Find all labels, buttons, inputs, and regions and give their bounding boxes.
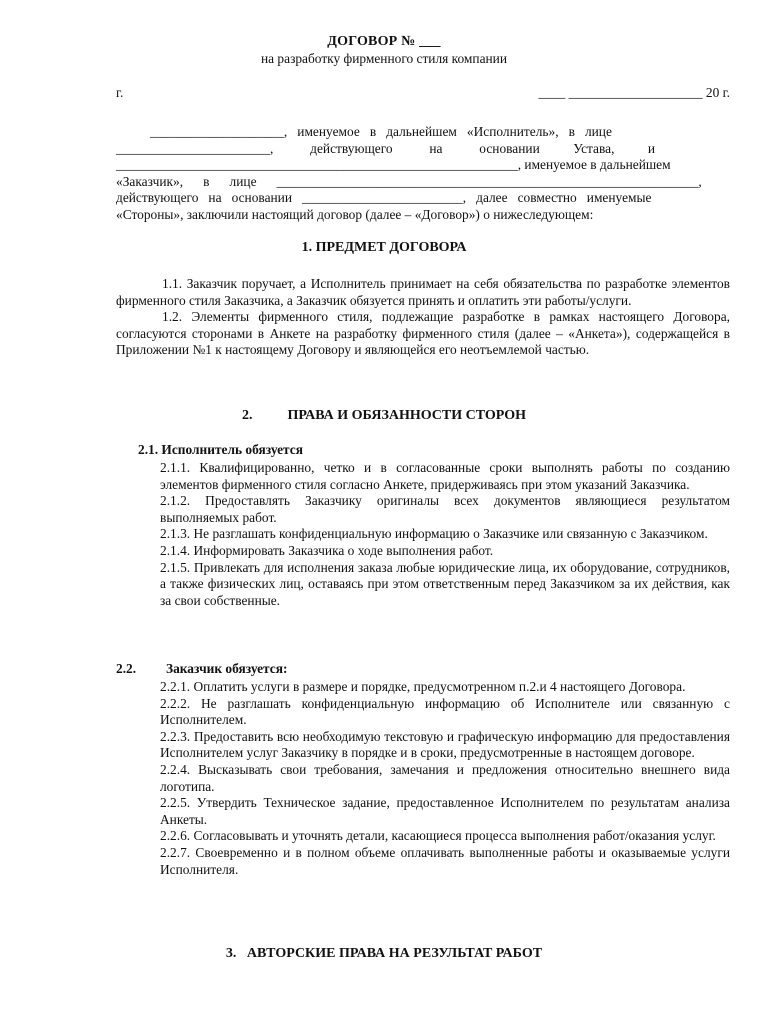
section-2-1-list [160,460,730,609]
section-2-heading: 2. ПРАВА И ОБЯЗАННОСТИ СТОРОН [241,408,527,423]
date-field: ____ ____________________ 20 г. [538,85,730,100]
list-item: 2.1.5. Привлекать для исполнения заказа любые юридические лица, их оборудование, сотрудников, а также физических лиц, оставаясь при этом ответственным перед Заказчиком за их действия, как за свои собственные. [160,559,730,608]
preamble-line: «Заказчик», в лице _______________________________________________________________, [116,173,702,189]
list-item: 2.2.7. Своевременно и в полном объеме оплачивать выполненные работы и оказываемые услуги Исполнителя. [160,844,730,877]
paragraph: 1.2. Элементы фирменного стиля, подлежащие разработке в рамках настоящего Договора, согласуются сторонами в Анкете на разработку фирменного стиля (далее – «Анкета»), содержащейся в Приложении №1 к настоящему Договору и являющейся его неотъемлемой частью. [116,309,730,358]
contract-subtitle: на разработку фирменного стиля компании [260,51,508,66]
list-item: 2.1.4. Информировать Заказчика о ходе выполнения работ. [160,542,494,558]
subsection-2-2-heading: Заказчик обязуется: [166,661,288,676]
section-1-body [116,276,730,359]
preamble [116,124,730,224]
section-2-2-list [160,679,730,878]
list-item: 2.2.1. Оплатить услуги в размере и порядке, предусмотренном п.2.и 4 настоящего Договора. [160,679,686,694]
preamble-line: действующего на основании ________________________, далее совместно именуемые [116,190,652,206]
list-item: 2.1.2. Предоставлять Заказчику оригиналы всех документов являющиеся результатом выполняемых работ. [160,493,730,525]
list-item: 2.1.1. Квалифицированно, четко и в согласованные сроки выполнять работы по созданию элементов фирменного стиля согласно Анкете, придерживаясь при этом указаний Заказчика. [160,460,730,492]
contract-title: ДОГОВОР № ___ [327,34,441,49]
subsection-2-2-number: 2.2. [116,661,137,676]
preamble-line: ____________________, именуемое в дальнейшем «Исполнитель», в лице [150,124,612,139]
list-item: 2.2.3. Предоставить всю необходимую текстовую и графическую информацию для предоставления Исполнителем услуг Заказчику в порядке и в сроки, предусмотренные в настоящем договоре. [160,728,730,761]
list-item: 2.1.3. Не разглашать конфиденциальную информацию о Заказчике или связанную с Заказчиком. [160,526,708,542]
list-item: 2.2.6. Согласовывать и уточнять детали, касающиеся процесса выполнения работ/оказания услуг. [160,828,716,844]
subsection-2-1-heading: 2.1. Исполнитель обязуется [138,442,303,457]
list-item: 2.2.4. Высказывать свои требования, замечания и предложения относительно внешнего вида логотипа. [160,761,730,794]
section-1-heading: 1. ПРЕДМЕТ ДОГОВОРА [301,240,467,255]
section-3-heading: 3. АВТОРСКИЕ ПРАВА НА РЕЗУЛЬТАТ РАБОТ [225,946,543,961]
preamble-line: ____________________________________________________________, именуемое в дальнейшем [116,157,671,173]
paragraph: 1.1. Заказчик поручает, а Исполнитель принимает на себя обязательства по разработке элементов фирменного стиля Заказчика, а Заказчик обязуется принять и оплатить эти работы/услуги. [116,276,730,308]
preamble-line: _______________________, действующего на основании Устава, и [116,140,656,156]
list-item: 2.2.5. Утвердить Техническое задание, предоставленное Исполнителем по результатам анализа Анкеты. [160,795,730,827]
preamble-line: «Стороны», заключили настоящий договор (далее – «Договор») о нижеследующем: [116,206,594,222]
list-item: 2.2.2. Не разглашать конфиденциальную информацию об Исполнителе или связанную с Исполнителем. [160,695,730,728]
city-field: г. [116,85,124,100]
